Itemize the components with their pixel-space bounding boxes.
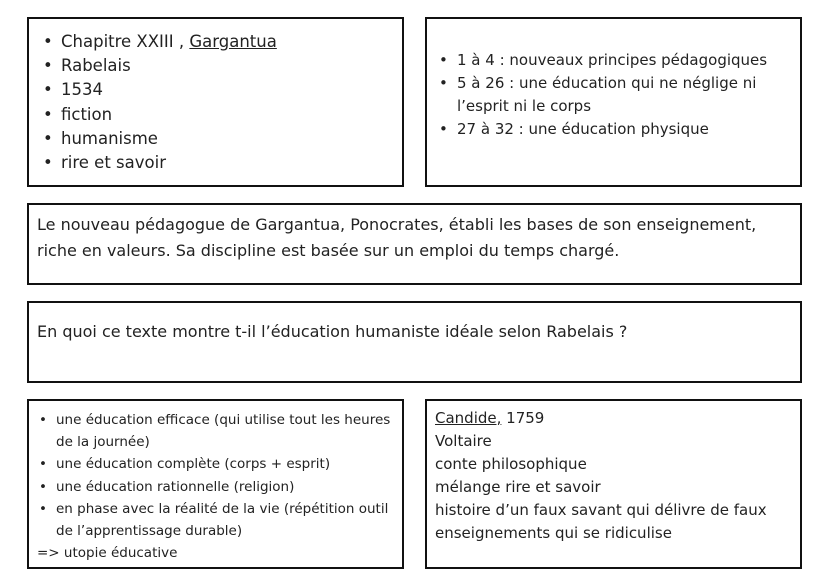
list-item — [39, 30, 402, 54]
list-item: • fiction — [39, 103, 402, 127]
summary-text: Le nouveau pédagogue de Gargantua, Ponocrates, établi les bases de son enseignement, riche en valeurs. Sa discipline est basée sur un emploi du temps chargé. — [37, 215, 757, 260]
list-item: • 5 à 26 : une éducation qui ne néglige ni l’esprit ni le corps — [435, 72, 800, 118]
related-work-title-line — [435, 407, 794, 430]
summary-box — [27, 203, 802, 285]
structure-list — [435, 49, 800, 141]
list-item: • une éducation efficace (qui utilise tout les heures de la journée) — [37, 409, 396, 453]
list-item: • rire et savoir — [39, 151, 402, 175]
work-info-box — [27, 17, 404, 187]
conclusion-text: utopie éducative — [59, 545, 178, 562]
related-work-line: Voltaire — [435, 432, 492, 450]
work-title: Gargantua — [189, 32, 277, 51]
analysis-list — [37, 409, 396, 542]
arrow-symbol: => — [37, 545, 60, 562]
list-item: • en phase avec la réalité de la vie (répétition outil de l’apprentissage durable) — [37, 498, 396, 542]
list-item: • Rabelais — [39, 54, 402, 78]
conclusion-line — [37, 542, 396, 564]
list-item: • une éducation complète (corps + esprit) — [37, 453, 396, 475]
chapter-label: Chapitre XXIII , — [61, 32, 190, 51]
related-work-line: mélange rire et savoir — [435, 478, 601, 496]
list-item: • une éducation rationnelle (religion) — [37, 476, 396, 498]
list-item: • humanisme — [39, 127, 402, 151]
list-item: • 1 à 4 : nouveaux principes pédagogiques — [435, 49, 800, 72]
analysis-box — [27, 399, 404, 569]
related-work-year: 1759 — [501, 409, 545, 427]
list-item: • 1534 — [39, 78, 402, 102]
related-work-box — [425, 399, 802, 569]
text-structure-box — [425, 17, 802, 187]
related-work-line: histoire d’un faux savant qui délivre de faux enseignements qui se ridiculise — [435, 501, 767, 542]
list-item: • 27 à 32 : une éducation physique — [435, 118, 800, 141]
related-work-title: Candide, — [435, 409, 502, 427]
work-info-list — [39, 30, 402, 175]
related-work-line: conte philosophique — [435, 455, 587, 473]
problematic-box — [27, 301, 802, 383]
problematic-question: En quoi ce texte montre t-il l’éducation humaniste idéale selon Rabelais ? — [37, 322, 628, 341]
